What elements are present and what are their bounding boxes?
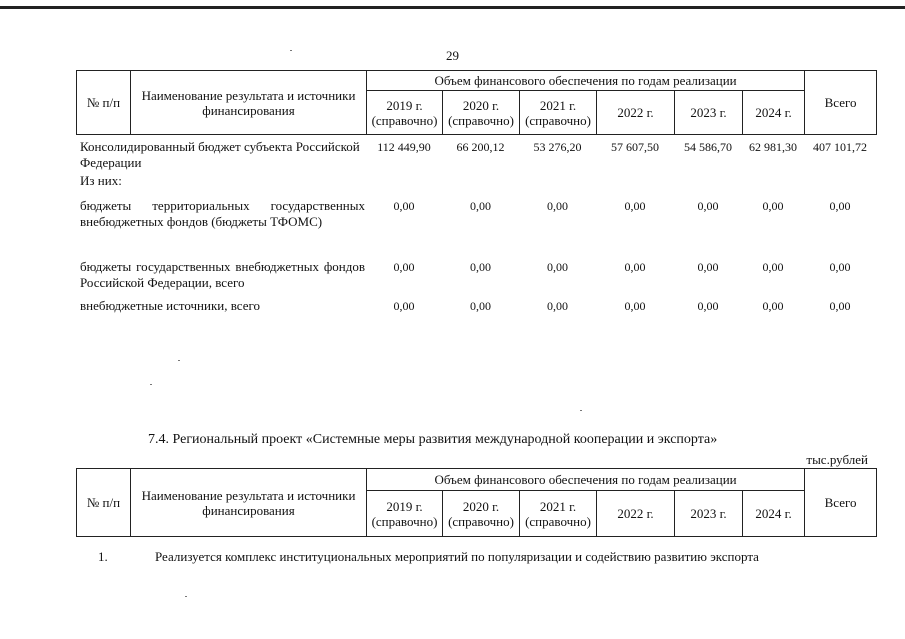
- header-group: Объем финансового обеспечения по годам реализации: [367, 71, 805, 91]
- row-value: 0,00: [829, 299, 851, 313]
- row-label: внебюджетные источники, всего: [80, 298, 261, 313]
- row-label: бюджеты государственных внебюджетных фондов Российской Федерации, всего: [80, 259, 365, 290]
- header-name: Наименование результата и источники финансирования: [131, 469, 367, 537]
- scan-speck: [178, 360, 180, 361]
- header-total: Всего: [805, 469, 877, 537]
- row-value: 0,00: [547, 299, 568, 313]
- row-value: 0,00: [697, 260, 719, 274]
- row-value: 0,00: [697, 199, 719, 213]
- header-num: № п/п: [77, 469, 131, 537]
- units-label: тыс.рублей: [806, 452, 868, 467]
- header-year: 2019 г. (справочно): [367, 91, 443, 135]
- header-year: 2020 г. (справочно): [443, 491, 520, 537]
- scan-speck: [185, 596, 187, 597]
- scan-speck: [290, 50, 292, 51]
- row-value: 407 101,72: [813, 140, 867, 154]
- row-value: 0,00: [393, 199, 415, 213]
- header-year: 2024 г.: [743, 91, 805, 135]
- financing-table-header-1: [76, 70, 877, 135]
- row-value: 0,00: [624, 260, 646, 274]
- header-year: 2023 г.: [675, 491, 743, 537]
- row-value: 0,00: [624, 199, 646, 213]
- header-num: № п/п: [77, 71, 131, 135]
- row-value: 0,00: [762, 260, 784, 274]
- header-year: 2023 г.: [675, 91, 743, 135]
- row-value: 0,00: [547, 199, 568, 213]
- header-group: Объем финансового обеспечения по годам реализации: [367, 469, 805, 491]
- row-label: бюджеты территориальных государственных внебюджетных фондов (бюджеты ТФОМС): [80, 198, 365, 229]
- row-value: 0,00: [829, 260, 851, 274]
- scan-speck: [580, 410, 582, 411]
- header-year: 2021 г. (справочно): [520, 491, 597, 537]
- page-number: 29: [446, 48, 459, 63]
- row-value: 53 276,20: [533, 140, 582, 154]
- financing-table-header-2: [76, 468, 877, 537]
- header-total: Всего: [805, 71, 877, 135]
- row-value: 0,00: [470, 260, 491, 274]
- row-value: 0,00: [762, 299, 784, 313]
- item-text: Реализуется комплекс институциональных мероприятий по популяризации и содействию развитию экспорта: [155, 549, 759, 564]
- row-value: 0,00: [829, 199, 851, 213]
- header-year: 2019 г. (справочно): [367, 491, 443, 537]
- header-year: 2022 г.: [597, 91, 675, 135]
- header-year: 2024 г.: [743, 491, 805, 537]
- row-value: 0,00: [393, 260, 415, 274]
- row-value: 0,00: [470, 199, 491, 213]
- row-value: 62 981,30: [749, 140, 797, 154]
- row-label: Консолидированный бюджет субъекта Российской Федерации: [80, 139, 360, 170]
- header-year: 2020 г. (справочно): [443, 91, 520, 135]
- row-value: 0,00: [470, 299, 491, 313]
- header-year: 2021 г. (справочно): [520, 91, 597, 135]
- header-name: Наименование результата и источники финансирования: [131, 71, 367, 135]
- row-value: 112 449,90: [377, 140, 431, 154]
- row-value: 0,00: [697, 299, 719, 313]
- row-label: Из них:: [80, 173, 122, 188]
- row-value: 57 607,50: [611, 140, 659, 154]
- item-number: 1.: [98, 549, 108, 564]
- scan-speck: [150, 384, 152, 385]
- section-title: 7.4. Региональный проект «Системные меры развития международной кооперации и экспорта»: [148, 432, 718, 447]
- row-value: 0,00: [547, 260, 568, 274]
- row-value: 66 200,12: [456, 140, 505, 154]
- row-value: 0,00: [762, 199, 784, 213]
- header-year: 2022 г.: [597, 491, 675, 537]
- row-value: 0,00: [624, 299, 646, 313]
- page-top-border: [0, 6, 905, 9]
- row-value: 0,00: [393, 299, 415, 313]
- row-value: 54 586,70: [684, 140, 732, 154]
